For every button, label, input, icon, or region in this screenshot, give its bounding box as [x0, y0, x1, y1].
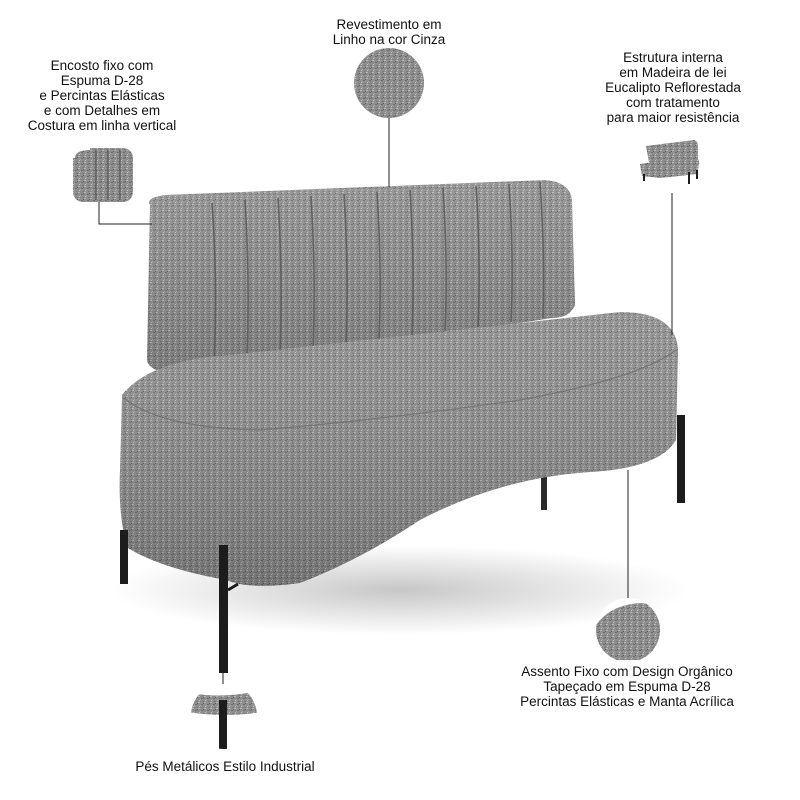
- leg-back-right: [677, 415, 685, 503]
- estrutura-callout-text: [580, 50, 766, 125]
- assento-line-2: Tapeçado em Espuma D-28: [543, 679, 711, 694]
- estrutura-line-1: Estrutura interna: [623, 50, 723, 65]
- estrutura-line-3: Eucalipto Reflorestada: [605, 80, 741, 95]
- encosto-line-2: Espuma D-28: [60, 73, 144, 88]
- encosto-leader-line: [99, 202, 152, 224]
- encosto-callout-text: [4, 58, 200, 133]
- revestimento-swatch: [354, 48, 424, 118]
- assento-line-1: Assento Fixo com Design Orgânico: [521, 664, 733, 679]
- assento-callout-text: [486, 664, 768, 709]
- assento-line-3: Percintas Elásticas e Manta Acrílica: [520, 694, 734, 709]
- pes-callout-text: [100, 759, 350, 774]
- encosto-line-4: e com Detalhes em: [43, 103, 161, 118]
- encosto-detail-thumbnail: [73, 148, 133, 202]
- revestimento-line-1: Revestimento em: [336, 17, 442, 32]
- pes-line-1: Pés Metálicos Estilo Industrial: [135, 759, 315, 774]
- revestimento-line-2: Linho na cor Cinza: [332, 32, 446, 47]
- estrutura-line-4: com tratamento: [626, 95, 720, 110]
- leg-front-center: [219, 545, 228, 673]
- encosto-line-5: Costura em linha vertical: [27, 118, 177, 133]
- leg-front-left: [120, 530, 128, 584]
- estrutura-mini-sofa: [640, 140, 699, 184]
- estrutura-line-5: para maior resistência: [606, 110, 740, 125]
- encosto-line-1: Encosto fixo com: [50, 58, 154, 73]
- estrutura-line-2: em Madeira de lei: [619, 65, 727, 80]
- encosto-line-3: e Percintas Elásticas: [39, 88, 165, 103]
- revestimento-callout-text: [300, 17, 478, 47]
- pes-swatch: [188, 680, 262, 752]
